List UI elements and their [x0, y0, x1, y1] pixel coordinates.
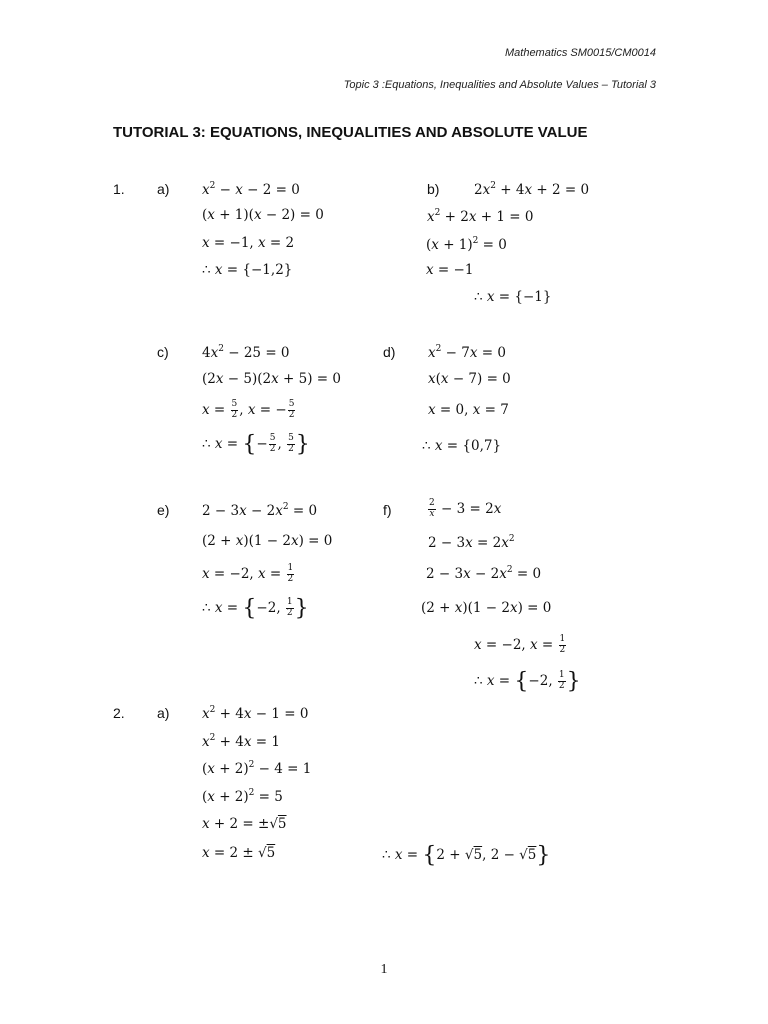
math-line: $x^2 - 7x = 0$ — [428, 344, 506, 361]
math-line: x = 0, x = 7 — [428, 402, 509, 418]
part-label-d: d) — [383, 344, 396, 360]
math-line: x = 2 ± √5 — [202, 845, 276, 861]
math-line: (2x − 5)(2x + 5) = 0 — [202, 371, 341, 387]
page-title: TUTORIAL 3: EQUATIONS, INEQUALITIES AND ABSOLUTE VALUE — [113, 124, 588, 141]
math-line: ∴ x = {−2, $\frac{1}{2}$ } — [474, 669, 581, 694]
part-label-f: f) — [383, 502, 392, 518]
math-line: x = −1, x = 2 — [202, 235, 295, 251]
math-line: (2 + x)(1 − 2x) = 0 — [421, 600, 552, 616]
math-line: $x^2 - x - 2 = 0$ — [202, 181, 300, 198]
math-line: $4x^2 - 25 = 0$ — [202, 344, 290, 361]
math-line: ∴ x = {−2, $\frac{1}{2}$ } — [202, 596, 309, 621]
math-line: ∴ x = {2 + √5, 2 − √5} — [382, 843, 551, 868]
part-label-e: e) — [157, 502, 170, 518]
math-line: ∴ x = {−1} — [474, 289, 552, 305]
question-number-2: 2. — [113, 705, 125, 721]
math-line: $2 - 3x - 2x^2 = 0$ — [426, 565, 542, 582]
part-label-2a: a) — [157, 705, 170, 721]
math-line: x(x − 7) = 0 — [428, 371, 511, 387]
math-line: $\frac{2}{x}$ − 3 = 2x — [429, 498, 502, 519]
math-line: ∴ x = {0,7} — [422, 438, 502, 454]
math-line: x = $\frac{5}{2}$ , x = − $\frac{5}{2}$ — [202, 399, 295, 420]
math-line: (x + 1)(x − 2) = 0 — [202, 207, 324, 223]
math-line: $(x + 2)^2 = 5$ — [202, 788, 283, 805]
part-label-c: c) — [157, 344, 169, 360]
math-line: $x^2 + 4x - 1 = 0$ — [202, 705, 309, 722]
math-line: x = −1 — [426, 262, 474, 278]
math-line: x + 2 = ±√5 — [202, 816, 287, 832]
page-number: 1 — [380, 962, 388, 977]
part-label-a: a) — [157, 181, 170, 197]
math-line: x = −2, x = $\frac{1}{2}$ — [202, 563, 294, 584]
math-line: x = −2, x = $\frac{1}{2}$ — [474, 634, 566, 655]
math-line: $2 - 3x - 2x^2 = 0$ — [202, 502, 318, 519]
question-number-1: 1. — [113, 181, 125, 197]
math-line: ∴ x = {− $\frac{5}{2}$ , $\frac{5}{2}$ } — [202, 432, 310, 457]
math-line: $x^2 + 2x + 1 = 0$ — [427, 208, 534, 225]
header-topic: Topic 3 :Equations, Inequalities and Absolute Values – Tutorial 3 — [343, 79, 656, 91]
part-label-b: b) — [427, 181, 440, 197]
math-line: $2 - 3x = 2x^2$ — [428, 534, 515, 551]
math-line: ∴ x = {−1,2} — [202, 262, 293, 278]
math-line: $(x + 1)^2 = 0$ — [426, 236, 507, 253]
header-course: Mathematics SM0015/CM0014 — [504, 47, 656, 59]
math-line: $(x + 2)^2 - 4 = 1$ — [202, 760, 312, 777]
math-line: $x^2 + 4x = 1$ — [202, 733, 280, 750]
math-line: (2 + x)(1 − 2x) = 0 — [202, 533, 333, 549]
math-line: $2x^2 + 4x + 2 = 0$ — [474, 181, 590, 198]
